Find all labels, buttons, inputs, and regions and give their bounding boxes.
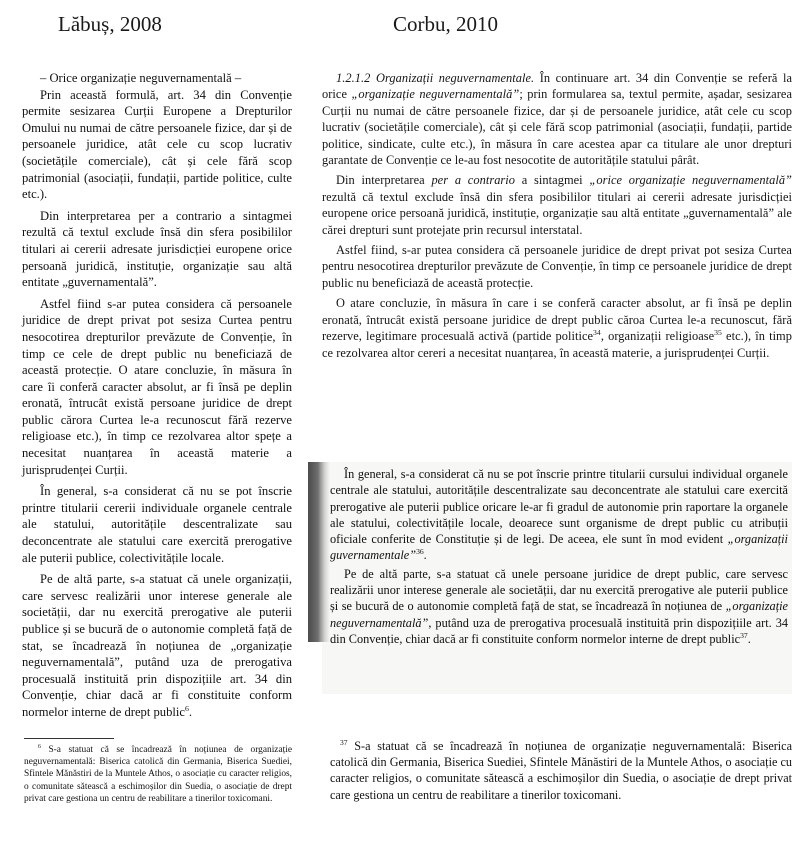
- left-paragraph-5-text: Pe de altă parte, s-a statuat că unele organizații, care servesc realizării unor interese generale ale societății, dar nu exercită prerogative ale puterii publice și se bucură de o autonomie completă față de stat, se încadrează în noțiunea de „organizație neguvernamentală”, putând uza de prerogativa procesuală instituită prin dispozițiile art. 34 din Convenție, chiar dacă ar fi constituite conform normelor interne de drept public: [22, 572, 292, 719]
- footnote-ref-35: 35: [714, 327, 722, 337]
- right-p5-part-a: În general, s-a considerat că nu se pot înscrie printre titularii cursului individual organele centrale ale statului, autoritățile descentralizate sau deconcentrate ale statului care exercită prerogative ale puterii publice oricare le-ar fi gradul de autonomie prin raportare la organele ale statului, colectivitățile locale, deoarece sunt organisme de drept public cu atribuții oficiale conferite de Constituție și de legi. De aceea, ele sunt în mod evident: [330, 467, 788, 547]
- footnote-ref-37: 37: [740, 630, 748, 640]
- right-p6-part-a: Pe de altă parte, s-a statuat că unele persoane juridice de drept public, care servesc realizării unor interese generale ale societății, dar nu exercită prerogative ale puterii publice și se bucură de o autonomie completă față de stat, se încadrează în noțiunea de: [330, 566, 788, 614]
- left-paragraph-4: În general, s-a considerat că nu se pot înscrie printre titularii cererii individuale organele centrale ale statului, autoritățile descentralizate sau deconcentrate ale statului care exercită prerogative ale puterii publice, colectivitățile locale.: [22, 484, 292, 565]
- left-footnote-divider: [24, 738, 114, 739]
- right-paragraph-5: În general, s-a considerat că nu se pot înscrie printre titularii cursului individual organele centrale ale statului, autoritățile descentralizate sau deconcentrate ale statului care exercită prerogative ale puterii publice oricare le-ar fi gradul de autonomie prin raportare la organele ale statului, colectivitățile locale, deoarece sunt organisme de drept public cu atribuții oficiale conferite de Constituție și de legi. De aceea, ele sunt în mod evident „organizații guvernamentale”$^{36}$.: [330, 467, 788, 563]
- right-paragraph-6: Pe de altă parte, s-a statuat că unele persoane juridice de drept public, care servesc realizării unor interese generale ale societății, dar nu exercită prerogative ale puterii publice și se bucură de o autonomie completă față de stat, se încadrează în noțiunea de „organizație neguvernamentală”, putând uza de prerogativa procesuală instituită prin dispozițiile art. 34 din Convenție, chiar dacă ar fi constituite conform normelor interne de drept public$^{37}$.: [330, 566, 788, 646]
- right-p6-part-b: , putând uza de prerogativa procesuală instituită prin dispozițiile art. 34 din Convenție, chiar dacă ar fi constituite conform normelor interne de drept public: [330, 615, 788, 646]
- right-paragraph-2: [322, 172, 792, 238]
- right-footnote-text: S-a statuat că se încadrează în noțiunea de organizație neguvernamentală: Biserica catolică din Germania, Biserica Suediei, Sfintele Mănăstiri de la Muntele Athos, o asociație cu caracter religios, o comunitate sătească a eschimoșilor din Suedia, o asociație de drept privat care gestiona un centru de reabilitare a tinerilor toxicomani.: [330, 739, 792, 802]
- right-p1-part-a: În continuare art. 34 din Convenție se referă la orice: [322, 71, 792, 102]
- left-paragraph-3: Astfel fiind s-ar putea considera că persoanele juridice de drept privat pot sesiza Curtea pentru nesocotirea drepturilor prevăzute de Convenție, în timp ce cele de drept public nu beneficiază de această protecție. O atare concluzie, în măsura în care îi conferă caracter absolut, ar fi însă pe deplin eronată, întrucât există persoane juridice de drept public cărora Curtea le-a recunoscut fără rezerve religioase etc.), în timp ce rezolvarea altor spețe a necesitat nuanțarea în această materie a jurisprudenței Curții.: [22, 296, 292, 477]
- right-paragraph-1: [322, 70, 792, 168]
- scan-shadow-edge: [308, 462, 330, 642]
- right-column-title: Corbu, 2010: [393, 12, 498, 36]
- right-p4-part-c: etc.), în timp ce rezolvarea altor cereri a necesitat nuanțarea, în această materie, a jurisprudenței Curții.: [322, 329, 792, 360]
- left-footnote-number: 6: [38, 743, 41, 750]
- right-footnote-number: 37: [340, 737, 348, 747]
- right-footnote: [330, 738, 792, 803]
- right-p4-part-a: O atare concluzie, în măsura în care i se conferă caracter absolut, ar fi însă pe deplin eronată, întrucât există persoane juridice de drept public căroa Curtea le-a recunoscut, fără rezerve, legitimare procesuală activă (partide politice: [322, 296, 792, 344]
- right-paragraph-4: [322, 295, 792, 361]
- left-paragraph-5: Pe de altă parte, s-a statuat că unele organizații, care servesc realizării unor interese generale ale societății, dar nu exercită prerogative ale puterii publice și se bucură de o autonomie completă față de stat, se încadrează în noțiunea de „organizație neguvernamentală”, putând uza de prerogativa procesuală instituită prin dispozițiile art. 34 din Convenție, chiar dacă ar fi constituite conform normelor interne de drept public$^6$.: [22, 572, 292, 719]
- left-footnote-text: S-a statuat că se încadrează în noțiunea de organizație neguvernamentală: Biserica catolică din Germania, Biserica Suediei, Sfintele Mănăstiri de la Muntele Athos, o asociație cu caracter religios, o comunitate sătească a eschimoșilor din Suedia, o asociație de drept privat care gestiona un centru de reabilitare a tinerilor toxicomani.: [24, 745, 292, 804]
- left-footnote: [24, 744, 292, 805]
- right-p1-quote: „organizație neguvernamentală”: [351, 87, 520, 102]
- right-section-heading: 1.2.1.2 Organizații neguvernamentale.: [336, 71, 535, 85]
- left-paragraph-2: Din interpretarea per a contrario a sintagmei rezultă că textul exclude însă din sfera posibililor titulari ai cererii adresate jurisdicției europene orice persoană juridică, instituție, organizație sau altă entitate „guvernamentală”.: [22, 208, 292, 290]
- right-p2-italic: per a contrario: [431, 173, 516, 188]
- footnote-ref-34: 34: [593, 327, 601, 337]
- footnote-ref-6: 6: [184, 703, 189, 713]
- right-p2-quote: „orice organizație neguvernamentală”: [589, 173, 793, 188]
- left-heading: – Orice organizație neguvernamentală –: [40, 71, 242, 85]
- footnote-ref-36: 36: [416, 547, 424, 557]
- right-paragraph-3: Astfel fiind, s-ar putea considera că persoanele juridice de drept privat pot sesiza Curtea pentru nesocotirea drepturilor prevăzute de Convenție, în timp ce persoanele juridice de drept public nu beneficiază de această protecție.: [322, 243, 792, 290]
- right-column-text: [322, 70, 792, 365]
- right-p2-part-b: a sintagmei: [521, 173, 583, 188]
- right-p4-part-b: , organizații religioase: [600, 329, 715, 344]
- right-p1-part-b: ; prin formularea sa, textul permite, așadar, sesizarea Curții nu numai de către persoanele fizice, dar și de persoanele juridice, atât cele cu scop lucrativ (societățile comerciale), cât și cele fără scop patrimonial (asociații, fundații, partide politice, sindicate, culte etc.), în măsura în care acestea apar ca titulare ale unor drepturi garantate de Convenție ce le-au fost nesocotite de autoritățile statului pârât.: [322, 87, 792, 168]
- right-p2-part-a: Din interpretarea: [336, 173, 425, 188]
- left-column-text: [22, 70, 292, 726]
- scanned-excerpt-text: [330, 466, 788, 649]
- right-p6-quote: „organizație neguvernamentală”: [330, 599, 788, 630]
- right-p2-part-c: rezultă că textul exclude însă din sfera posibililor titulari ai cererii adresate jurisdicției europene orice persoană juridică, instituție, organizație sau altă entitate „guvernamentală” ale cărei drepturi sunt protejate prin recursul interstatal.: [322, 189, 792, 237]
- right-p5-quote: „organizații guvernamentale”: [330, 532, 788, 563]
- left-paragraph-1: Prin această formulă, art. 34 din Convenție permite sesizarea Curții Europene a Drepturilor Omului nu numai de către persoanele fizice, dar și de persoanele juridice, atât cele cu scop lucrativ (societățile comerciale), cât și cele fără scop patrimonial (asociații, fundații, partide politice, culte etc.).: [22, 87, 292, 202]
- left-column-title: Lăbuș, 2008: [58, 12, 162, 36]
